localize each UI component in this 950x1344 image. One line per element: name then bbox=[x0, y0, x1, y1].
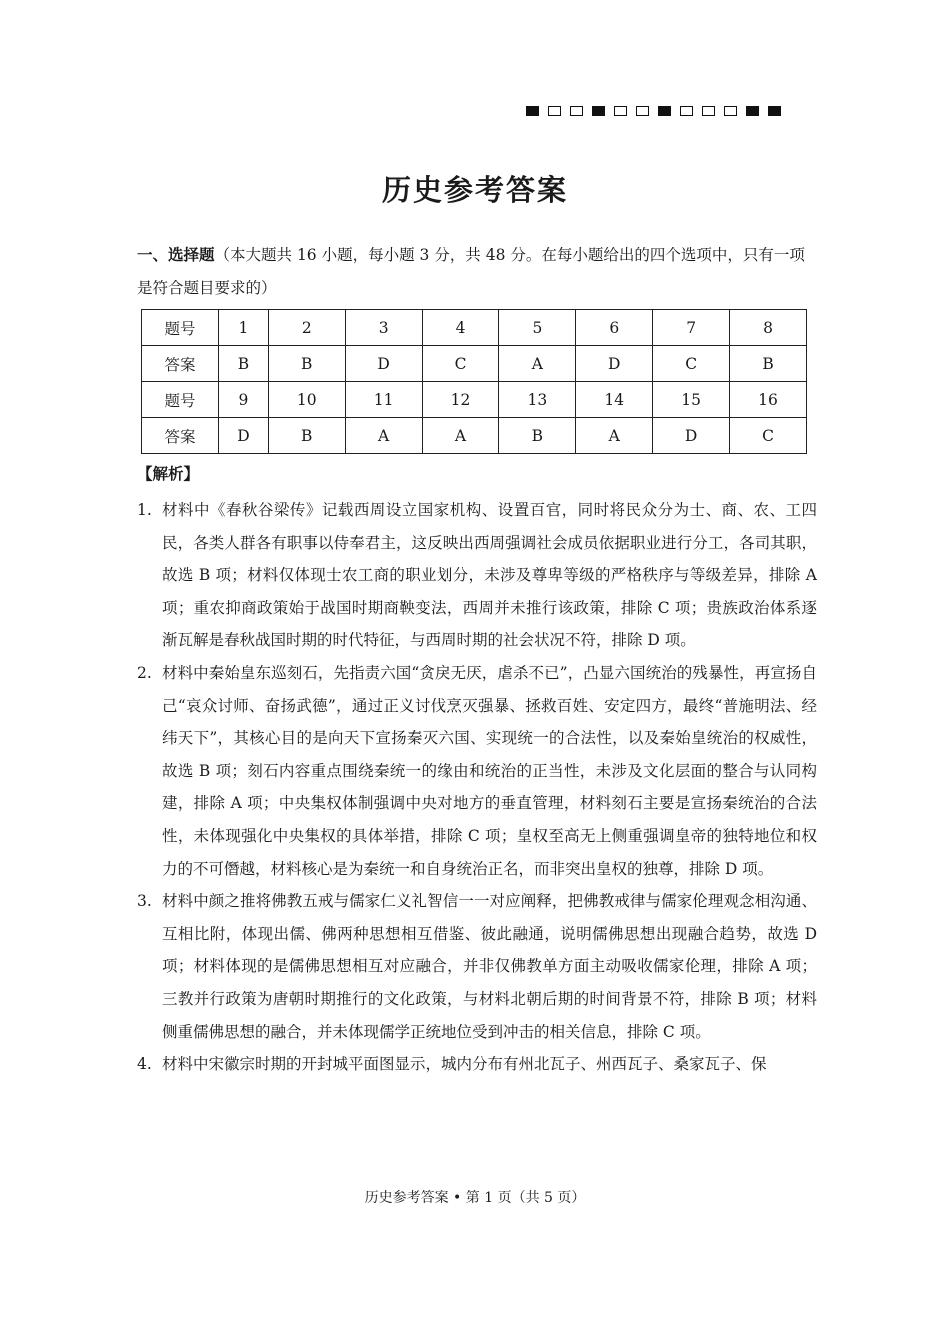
analysis-heading: 【解析】 bbox=[137, 464, 200, 483]
empty-square-mark bbox=[724, 106, 737, 116]
question-cell: 12 bbox=[422, 382, 499, 418]
empty-square-mark bbox=[614, 106, 627, 116]
analysis-item bbox=[137, 494, 817, 657]
table-row bbox=[142, 418, 807, 454]
answer-cell: A bbox=[345, 418, 422, 454]
answer-cell: D bbox=[653, 418, 730, 454]
answer-cell: C bbox=[730, 418, 807, 454]
empty-square-mark bbox=[570, 106, 583, 116]
analysis-item bbox=[137, 885, 817, 1048]
question-cell: 2 bbox=[268, 310, 345, 346]
table-row bbox=[142, 310, 807, 346]
answer-table bbox=[141, 309, 807, 454]
section-heading: 一、选择题 bbox=[137, 245, 215, 264]
answer-cell: B bbox=[499, 418, 576, 454]
header-marks bbox=[526, 106, 781, 116]
page-footer: 历史参考答案 • 第 1 页（共 5 页） bbox=[364, 1190, 586, 1206]
table-row bbox=[142, 346, 807, 382]
item-text: 材料中颜之推将佛教五戒与儒家仁义礼智信一一对应阐释，把佛教戒律与儒家伦理观念相沟通、互相比附，体现出儒、佛两种思想相互借鉴、彼此融通，说明儒佛思想出现融合趋势，故选 D 项；材料体现的是儒佛思想相互对应融合，并非仅佛教单方面主动吸收儒家伦理，排除 A 项；三教并行政策为唐朝时期推行的文化政策，与材料北朝后期的时间背景不符，排除 B 项；材料侧重儒佛思想的融合，并未体现儒学正统地位受到冲击的相关信息，排除 C 项。 bbox=[162, 892, 817, 1041]
question-cell: 13 bbox=[499, 382, 576, 418]
answer-cell: B bbox=[268, 346, 345, 382]
item-text: 材料中秦始皇东巡刻石，先指责六国“贪戾无厌，虐杀不已”，凸显六国统治的残暴性，再宣扬自己“哀众讨师、奋扬武德”，通过正义讨伐烹灭强暴、拯救百姓、安定四方，最终“普施明法、经纬天下”，其核心目的是向天下宣扬秦灭六国、实现统一的合法性，以及秦始皇统治的权威性，故选 B 项；刻石内容重点围绕秦统一的缘由和统治的正当性，未涉及文化层面的整合与认同构建，排除 A 项；中央集权体制强调中央对地方的垂直管理，材料刻石主要是宣扬秦统治的合法性，未体现强化中央集权的具体举措，排除 C 项；皇权至高无上侧重强调皇帝的独特地位和权力的不可僭越，材料核心是为秦统一和自身统治正名，而非突出皇权的独尊，排除 D 项。 bbox=[162, 663, 817, 878]
question-cell: 15 bbox=[653, 382, 730, 418]
answer-cell: B bbox=[730, 346, 807, 382]
item-number: 4. bbox=[137, 1055, 152, 1074]
answer-cell: A bbox=[499, 346, 576, 382]
item-number: 1. bbox=[137, 501, 152, 519]
question-cell: 10 bbox=[268, 382, 345, 418]
filled-square-mark bbox=[526, 106, 539, 116]
question-cell: 3 bbox=[345, 310, 422, 346]
answer-cell: D bbox=[576, 346, 653, 382]
analysis-item bbox=[137, 1048, 817, 1081]
answer-cell: C bbox=[422, 346, 499, 382]
question-cell: 8 bbox=[730, 310, 807, 346]
page-title: 历史参考答案 bbox=[381, 173, 568, 207]
question-row-label: 题号 bbox=[142, 310, 219, 346]
question-cell: 16 bbox=[730, 382, 807, 418]
answer-cell: A bbox=[422, 418, 499, 454]
empty-square-mark bbox=[636, 106, 649, 116]
answer-row-label: 答案 bbox=[142, 346, 219, 382]
question-cell: 4 bbox=[422, 310, 499, 346]
section-instructions: （本大题共 16 小题，每小题 3 分，共 48 分。在每小题给出的四个选项中，只有一项是符合题目要求的） bbox=[137, 246, 805, 297]
item-text: 材料中《春秋谷梁传》记载西周设立国家机构、设置百官，同时将民众分为士、商、农、工四民，各类人群各有职事以侍奉君主，这反映出西周强调社会成员依据职业进行分工，各司其职，故选 B 项；材料仅体现士农工商的职业划分，未涉及尊卑等级的严格秩序与等级差异，排除 A 项；重农抑商政策始于战国时期商鞅变法，西周并未推行该政策，排除 C 项；贵族政治体系逐渐瓦解是春秋战国时期的时代特征，与西周时期的社会状况不符，排除 D 项。 bbox=[162, 501, 817, 650]
section-intro bbox=[137, 238, 815, 305]
filled-square-mark bbox=[592, 106, 605, 116]
filled-square-mark bbox=[746, 106, 759, 116]
analysis-list bbox=[137, 494, 817, 1081]
question-cell: 14 bbox=[576, 382, 653, 418]
answer-cell: C bbox=[653, 346, 730, 382]
question-cell: 11 bbox=[345, 382, 422, 418]
analysis-item bbox=[137, 657, 817, 885]
filled-square-mark bbox=[658, 106, 671, 116]
answer-cell: D bbox=[345, 346, 422, 382]
question-cell: 5 bbox=[499, 310, 576, 346]
item-number: 2. bbox=[137, 663, 152, 682]
answer-cell: B bbox=[268, 418, 345, 454]
question-cell: 1 bbox=[219, 310, 269, 346]
empty-square-mark bbox=[702, 106, 715, 116]
question-cell: 9 bbox=[219, 382, 269, 418]
answer-cell: A bbox=[576, 418, 653, 454]
answer-cell: B bbox=[219, 346, 269, 382]
question-cell: 6 bbox=[576, 310, 653, 346]
question-row-label: 题号 bbox=[142, 382, 219, 418]
table-row bbox=[142, 382, 807, 418]
empty-square-mark bbox=[680, 106, 693, 116]
empty-square-mark bbox=[548, 106, 561, 116]
item-text: 材料中宋徽宗时期的开封城平面图显示，城内分布有州北瓦子、州西瓦子、桑家瓦子、保 bbox=[162, 1055, 767, 1074]
answer-row-label: 答案 bbox=[142, 418, 219, 454]
answer-cell: D bbox=[219, 418, 269, 454]
item-number: 3. bbox=[137, 892, 152, 911]
question-cell: 7 bbox=[653, 310, 730, 346]
filled-square-mark bbox=[768, 106, 781, 116]
